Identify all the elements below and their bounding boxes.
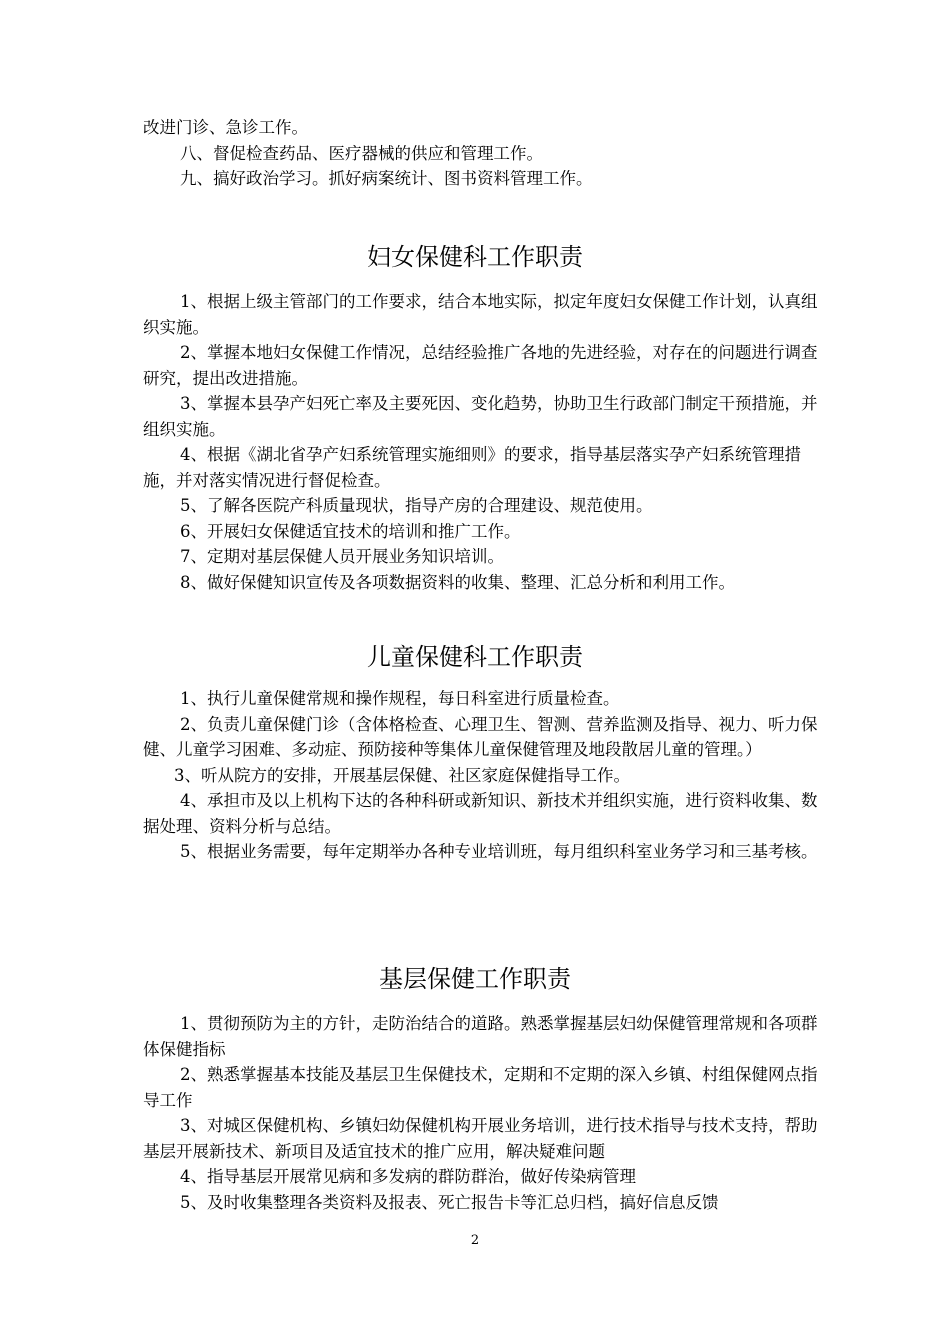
intro-block <box>143 115 823 192</box>
intro-line: 改进门诊、急诊工作。 <box>143 118 308 137</box>
list-item: 7、定期对基层保健人员开展业务知识培训。 <box>180 547 504 566</box>
list-item: 5、了解各医院产科质量现状，指导产房的合理建设、规范使用。 <box>180 496 653 515</box>
section-title: 基层保健工作职责 <box>379 965 571 993</box>
list-item: 4、承担市及以上机构下达的各种科研或新知识、新技术并组织实施，进行资料收集、数据处理、资料分析与总结。 <box>143 791 818 836</box>
section-title: 妇女保健科工作职责 <box>367 243 583 271</box>
list-item: 8、做好保健知识宣传及各项数据资料的收集、整理、汇总分析和利用工作。 <box>180 572 735 592</box>
list-item: 3、掌握本县孕产妇死亡率及主要死因、变化趋势，协助卫生行政部门制定干预措施，并组织实施。 <box>143 394 818 439</box>
list-item: 5、及时收集整理各类资料及报表、死亡报告卡等汇总归档，搞好信息反馈 <box>180 1192 719 1212</box>
list-item: 1、根据上级主管部门的工作要求，结合本地实际，拟定年度妇女保健工作计划，认真组织实施。 <box>143 292 818 337</box>
page-number: 2 <box>470 1233 480 1248</box>
list-item: 4、根据《湖北省孕产妇系统管理实施细则》的要求，指导基层落实孕产妇系统管理措施，并对落实情况进行督促检查。 <box>143 445 801 490</box>
section-body <box>143 1011 823 1215</box>
list-item: 5、根据业务需要，每年定期举办各种专业培训班，每月组织科室业务学习和三基考核。 <box>180 842 818 861</box>
list-item: 3、对城区保健机构、乡镇妇幼保健机构开展业务培训，进行技术指导与技术支持，帮助基层开展新技术、新项目及适宜技术的推广应用，解决疑难问题 <box>143 1116 818 1161</box>
list-item: 3、听从院方的安排，开展基层保健、社区家庭保健指导工作。 <box>174 765 630 785</box>
list-item: 1、贯彻预防为主的方针，走防治结合的道路。熟悉掌握基层妇幼保健管理常规和各项群体保健指标 <box>143 1014 818 1059</box>
list-item: 1、执行儿童保健常规和操作规程，每日科室进行质量检查。 <box>180 689 620 708</box>
section-body <box>143 686 823 865</box>
section-title: 儿童保健科工作职责 <box>367 643 583 671</box>
intro-line: 八、督促检查药品、医疗器械的供应和管理工作。 <box>180 143 543 163</box>
list-item: 2、负责儿童保健门诊（含体格检查、心理卫生、智测、营养监测及指导、视力、听力保健、儿童学习困难、多动症、预防接种等集体儿童保健管理及地段散居儿童的管理。） <box>143 714 818 759</box>
list-item: 2、熟悉掌握基本技能及基层卫生保健技术，定期和不定期的深入乡镇、村组保健网点指导工作 <box>143 1065 818 1110</box>
list-item: 4、指导基层开展常见病和多发病的群防群治，做好传染病管理 <box>180 1167 636 1186</box>
list-item: 2、掌握本地妇女保健工作情况，总结经验推广各地的先进经验，对存在的问题进行调查研究，提出改进措施。 <box>143 343 818 388</box>
intro-line: 九、搞好政治学习。抓好病案统计、图书资料管理工作。 <box>180 169 593 188</box>
section-body <box>143 289 823 595</box>
list-item: 6、开展妇女保健适宜技术的培训和推广工作。 <box>180 521 521 541</box>
